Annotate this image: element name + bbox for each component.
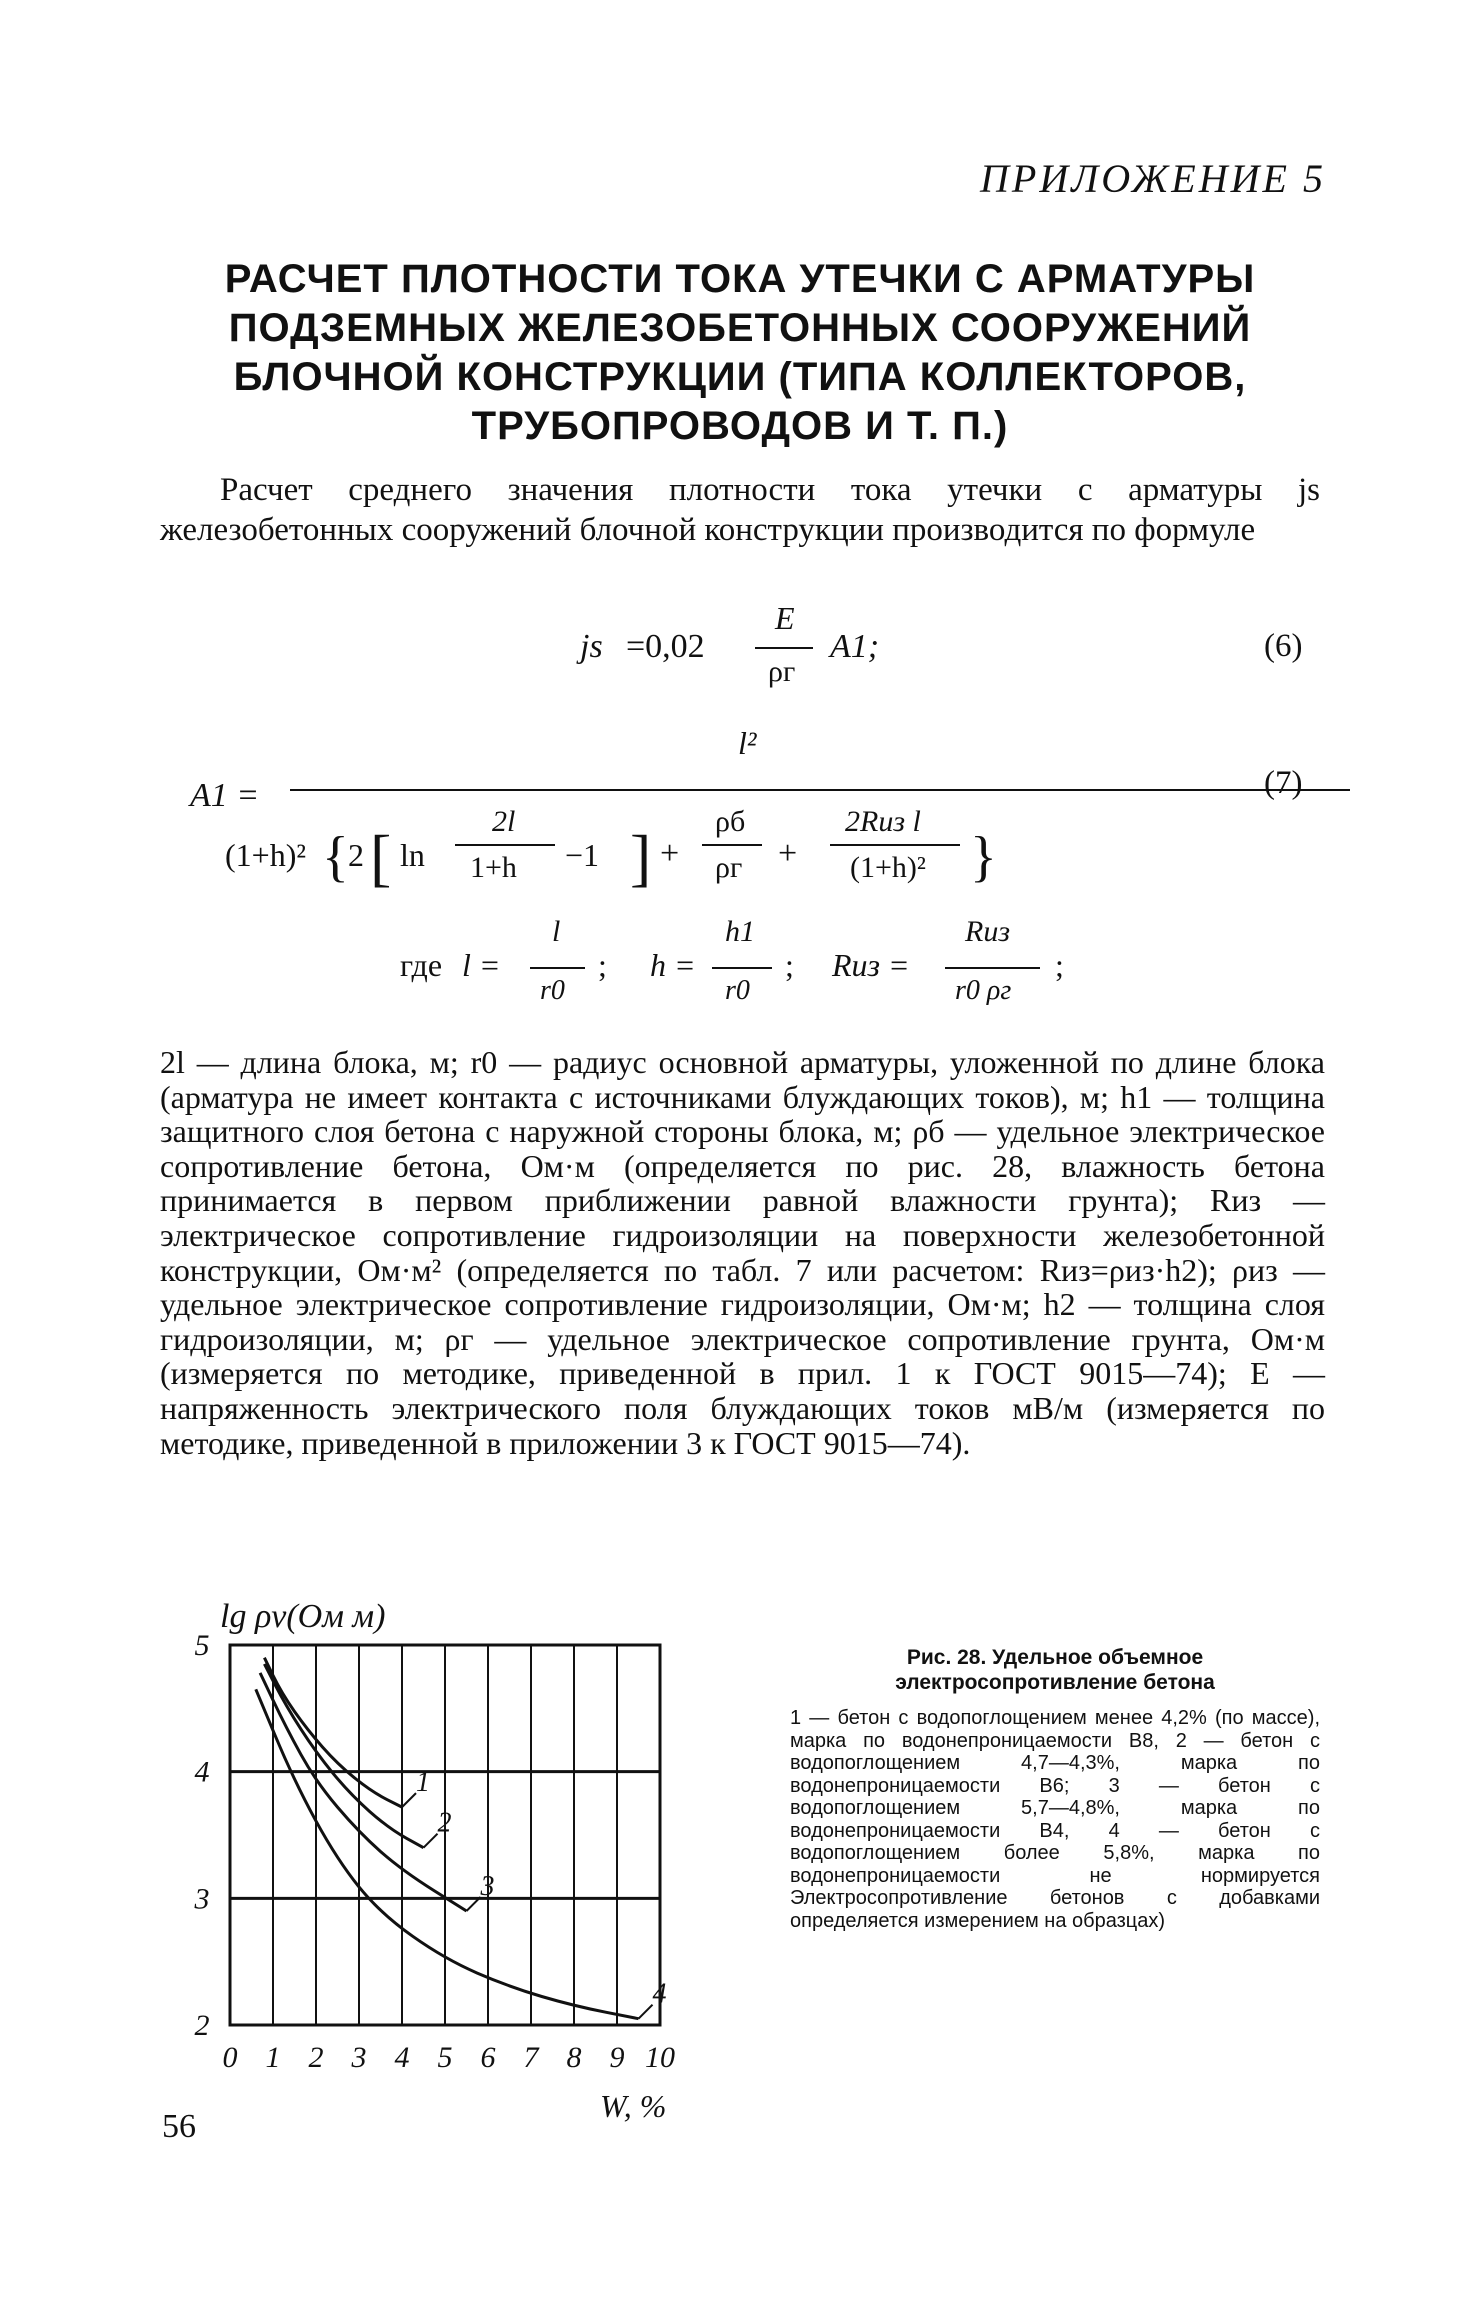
- bracket-close: ]: [630, 822, 652, 893]
- separator: ;: [1055, 947, 1064, 983]
- resistivity-chart: [140, 1590, 700, 2124]
- eq7-frac1-num: 2l: [492, 805, 516, 838]
- x-axis-label: W, %: [600, 2088, 667, 2124]
- intro-text: Расчет среднего значения плотности тока утечки с арматуры js железобетонных сооружений блочной конструкции производится по формуле: [160, 472, 1320, 548]
- eq6-coef: =0,02: [626, 628, 705, 665]
- x-tick-label: 3: [351, 2041, 367, 2074]
- caption-title: Рис. 28. Удельное объемное электросопротивление бетона: [895, 1646, 1215, 1694]
- title-line: РАСЧЕТ ПЛОТНОСТИ ТОКА УТЕЧКИ С АРМАТУРЫ: [224, 257, 1256, 301]
- series-label: 1: [416, 1767, 430, 1799]
- eq6-den: ρг: [768, 655, 796, 688]
- series-curve-1: [264, 1658, 402, 1807]
- series-label: 4: [652, 1978, 667, 2010]
- definitions-text: 2l — длина блока, м; r0 — радиус основной арматуры, уложенной по длине блока (арматура не имеет контакта с источниками блуждающих токов), м; h1 — толщина защитного слоя бетона с наружной стороны блока, м; ρб — удельное электрическое сопротивление бетона, Ом·м (определяется по рис. 28, влажность бетона принимается в первом приближении равной влажности грунта); Rиз — электрическое сопротивление гидроизоляции на поверхности железобетонной конструкции, Ом·м² (определяется по табл. 7 или расчетом: Rиз=ρиз·h2); ρиз — удельное электрическое сопротивление гидроизоляции, Ом·м; h2 — толщина слоя гидроизоляции, м; ρг — удельное электрическое сопротивление грунта, Ом·м (измеряется по методике, приведенной в прил. 1 к ГОСТ 9015—74); E — напряженность электрического поля блуждающих токов мВ/м (измеряется по методике, приведенной в приложении 3 к ГОСТ 9015—74).: [160, 1044, 1325, 1461]
- fraction-bar: [945, 967, 1040, 969]
- x-tick-label: 9: [609, 2041, 625, 2074]
- variable-definitions: [400, 915, 1100, 1025]
- eq7-minus: −1: [565, 837, 600, 873]
- fraction-bar: [712, 967, 772, 969]
- eq7-frac3-den: (1+h)²: [850, 851, 926, 884]
- def3-den: r0 ρг: [955, 975, 1012, 1006]
- bracket-open: [: [370, 822, 392, 893]
- eq7-lhs: A1 =: [190, 777, 260, 814]
- brace-close: }: [970, 826, 997, 888]
- eq7-frac3-num: 2Rиз l: [845, 805, 921, 838]
- series-leader: [424, 1834, 438, 1848]
- eq7-den-b: 2: [348, 837, 364, 873]
- y-tick-label: 4: [194, 1755, 210, 1789]
- title-line: ТРУБОПРОВОДОВ И Т. П.): [471, 404, 1009, 448]
- def1-num: l: [552, 915, 561, 948]
- series-leader: [639, 2005, 653, 2019]
- x-tick-label: 8: [566, 2041, 582, 2074]
- eq7-frac2-den: ρг: [715, 851, 743, 884]
- figure-caption: [790, 1645, 1320, 1932]
- def1-den: r0: [540, 975, 565, 1006]
- fraction-bar: [455, 844, 555, 846]
- caption-body: 1 — бетон с водопоглощением менее 4,2% (по массе), марка по водонепроницаемости В8, 2 — бетон с водопоглощением 4,7—4,3%, марка по водонепроницаемости В6; 3 — бетон с водопоглощением 5,7—4,8%, марка по водонепроницаемости В4, 4 — бетон с водопоглощением более 5,8%, марка по водонепроницаемости не нормируется Электросопротивление бетонов с добавками определяется измерением на образцах): [790, 1707, 1320, 1932]
- def2-den: r0: [725, 975, 750, 1006]
- fraction-bar: [290, 789, 1350, 791]
- eq7-den-a: (1+h)²: [225, 837, 306, 873]
- page-number: 56: [162, 2108, 196, 2145]
- x-tick-label: 7: [523, 2041, 539, 2074]
- x-tick-label: 2: [308, 2041, 324, 2074]
- separator: ;: [785, 947, 794, 983]
- eq6-num: E: [775, 600, 795, 636]
- x-tick-label: 0: [222, 2041, 238, 2074]
- eq7-num: l²: [738, 725, 757, 761]
- y-tick-label: 5: [194, 1629, 210, 1662]
- def3-num: Rиз: [965, 915, 1011, 948]
- fraction-bar: [830, 844, 960, 846]
- title-line: БЛОЧНОЙ КОНСТРУКЦИИ (ТИПА КОЛЛЕКТОРОВ,: [233, 355, 1247, 399]
- eq6-lhs: js: [580, 628, 603, 665]
- x-tick-label: 6: [480, 2041, 496, 2074]
- eq7-frac2-num: ρб: [715, 805, 746, 838]
- equation-7: [190, 725, 1330, 895]
- def2-lhs: h =: [650, 947, 696, 983]
- separator: ;: [598, 947, 607, 983]
- y-tick-label: 2: [194, 2009, 210, 2042]
- eq7-frac1-den: 1+h: [470, 851, 517, 884]
- series-label: 3: [480, 1871, 495, 1902]
- def2-num: h1: [725, 915, 755, 948]
- eq6-tail: A1;: [830, 628, 880, 665]
- equation-number: (7): [1264, 765, 1303, 801]
- brace-open: {: [322, 826, 349, 888]
- series-label: 2: [437, 1807, 452, 1839]
- eq7-plus2: +: [778, 835, 798, 872]
- fraction-bar: [530, 967, 585, 969]
- y-tick-label: 3: [194, 1882, 210, 1916]
- fraction-bar: [702, 844, 762, 846]
- page-title: [150, 255, 1330, 451]
- intro-paragraph: [160, 470, 1320, 550]
- series-leader: [402, 1793, 416, 1807]
- series-curve-2: [264, 1664, 423, 1848]
- where-word: где: [400, 947, 443, 983]
- eq7-ln: ln: [400, 837, 425, 873]
- appendix-label: ПРИЛОЖЕНИЕ 5: [980, 156, 1326, 201]
- y-axis-label: lg ρv(Ом м): [220, 1598, 386, 1635]
- eq7-plus1: +: [660, 835, 680, 872]
- x-tick-label: 1: [265, 2041, 281, 2074]
- definitions-paragraph: [160, 1045, 1325, 1460]
- equation-6: [580, 600, 1303, 710]
- x-tick-label: 5: [437, 2041, 453, 2074]
- def3-lhs: Rиз =: [832, 947, 910, 983]
- fraction-bar: [755, 647, 813, 649]
- series-curve-4: [256, 1689, 639, 2018]
- title-line: ПОДЗЕМНЫХ ЖЕЛЕЗОБЕТОННЫХ СООРУЖЕНИЙ: [228, 306, 1252, 350]
- x-tick-label: 10: [645, 2041, 675, 2074]
- equation-number: (6): [1264, 628, 1303, 664]
- x-tick-label: 4: [394, 2041, 410, 2074]
- def1-lhs: l =: [462, 947, 501, 983]
